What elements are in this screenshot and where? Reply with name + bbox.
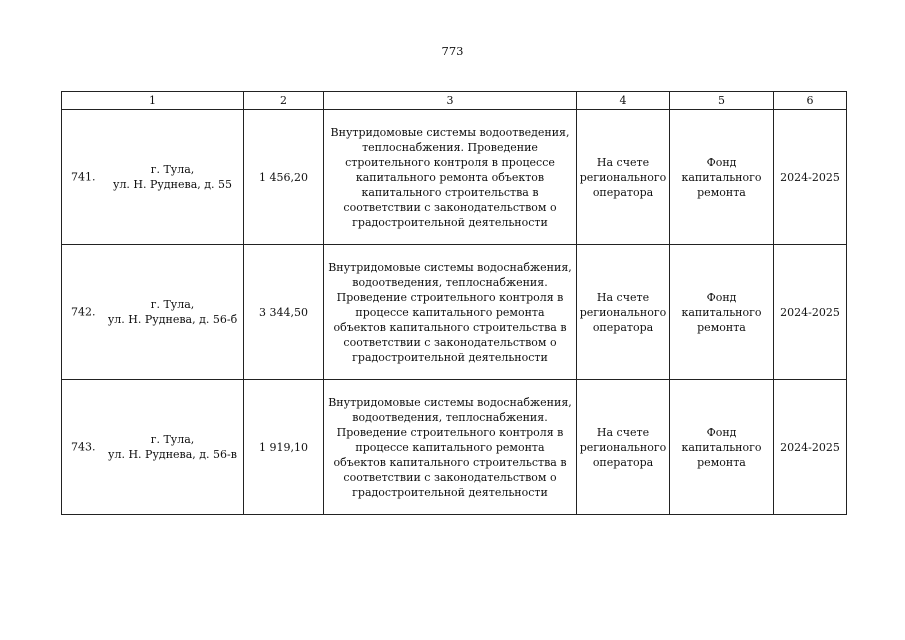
fund-cell: Фонд капитального ремонта — [670, 245, 774, 380]
address-city: г. Тула, — [150, 433, 195, 446]
works-cell — [324, 245, 577, 380]
capital-repair-table — [61, 91, 847, 515]
address-street: ул. Н. Руднева, д. 56-в — [108, 448, 237, 461]
address-city: г. Тула, — [150, 163, 195, 176]
table-row — [62, 245, 847, 380]
works-text: Внутридомовые системы водоснабжения, водоотведения, теплоснабжения. Проведение строительного контроля в процессе капитального ремонта объектов капитального строительства в соответствии с законодательством о градостроительной деятельности — [328, 395, 572, 499]
address-block — [102, 162, 243, 192]
column-header-5: 5 — [670, 92, 774, 110]
area-cell: 3 344,50 — [244, 245, 324, 380]
address-cell — [62, 110, 244, 245]
table-row — [62, 110, 847, 245]
area-cell: 1 456,20 — [244, 110, 324, 245]
row-number: 743. — [71, 440, 96, 454]
address-block — [102, 297, 243, 327]
page-number: 773 — [441, 44, 464, 58]
account-cell: На счете регионального оператора — [577, 110, 670, 245]
fund-cell: Фонд капитального ремонта — [670, 110, 774, 245]
account-cell: На счете регионального оператора — [577, 380, 670, 515]
period-cell: 2024-2025 — [774, 110, 847, 245]
works-cell — [324, 110, 577, 245]
column-header-2: 2 — [244, 92, 324, 110]
address-cell — [62, 380, 244, 515]
period-cell: 2024-2025 — [774, 245, 847, 380]
works-cell — [324, 380, 577, 515]
fund-cell: Фонд капитального ремонта — [670, 380, 774, 515]
column-header-3: 3 — [324, 92, 577, 110]
address-street: ул. Н. Руднева, д. 55 — [112, 178, 233, 191]
address-cell — [62, 245, 244, 380]
column-header-4: 4 — [577, 92, 670, 110]
area-cell: 1 919,10 — [244, 380, 324, 515]
table-row — [62, 380, 847, 515]
works-text: Внутридомовые системы водоотведения, теплоснабжения. Проведение строительного контроля в процессе капитального ремонта объектов капитального строительства в соответствии с законодательством о градостроительной деятельности — [330, 125, 570, 229]
period-cell: 2024-2025 — [774, 380, 847, 515]
column-header-6: 6 — [774, 92, 847, 110]
address-block — [102, 432, 243, 462]
account-cell: На счете регионального оператора — [577, 245, 670, 380]
row-number: 741. — [71, 170, 96, 184]
address-city: г. Тула, — [150, 298, 195, 311]
table-header-row — [62, 92, 847, 110]
works-text: Внутридомовые системы водоснабжения, водоотведения, теплоснабжения. Проведение строительного контроля в процессе капитального ремонта объектов капитального строительства в соответствии с законодательством о градостроительной деятельности — [328, 260, 572, 364]
address-street: ул. Н. Руднева, д. 56-б — [107, 313, 238, 326]
column-header-1: 1 — [62, 92, 244, 110]
row-number: 742. — [71, 305, 96, 319]
